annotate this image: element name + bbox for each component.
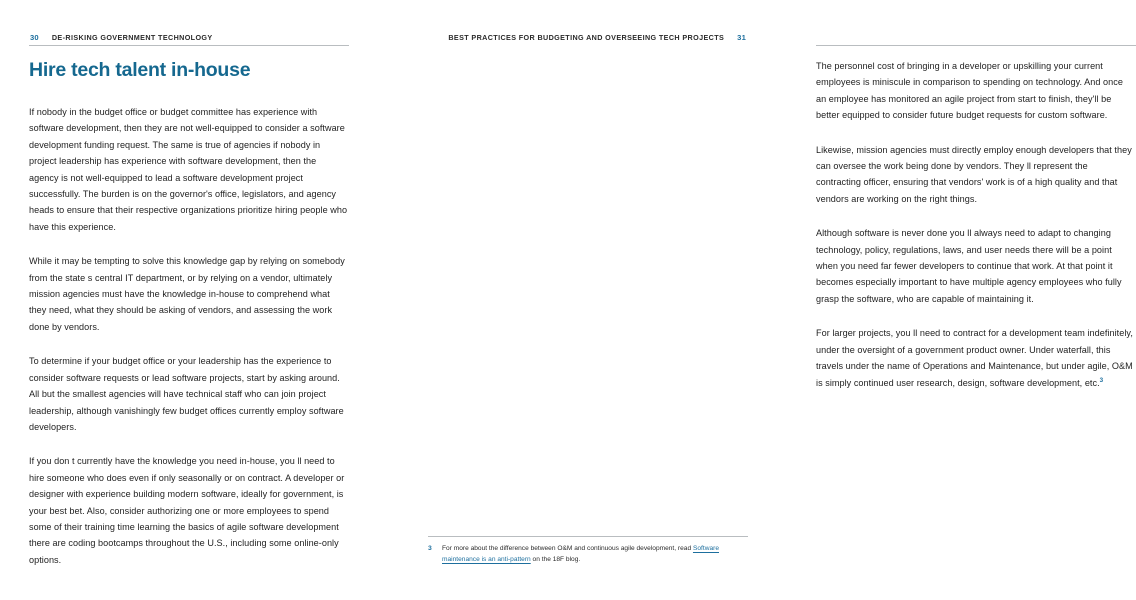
paragraph: Although software is never done you ll always need to adapt to changing technology, policy, regulations, laws, and user needs there will be a point when you need far fewer developers to continue that work. At that point it becomes especially important to have multiple agency employees who fully grasp the software, who are capable of maintaining it. xyxy=(816,228,1122,304)
footnote xyxy=(428,543,748,566)
left-running-head xyxy=(30,30,348,44)
footnote-link[interactable]: Software maintenance is an anti-pattern xyxy=(442,545,719,564)
left-running-head-text: DE-RISKING GOVERNMENT TECHNOLOGY xyxy=(51,32,213,42)
footnote-text xyxy=(442,543,748,566)
paragraph: The personnel cost of bringing in a developer or upskilling your current employees is miniscule in comparison to spending on technology. And once an employee has monitored an agile project from start to finish, they'll be better equipped to consider future budget requests for custom software. xyxy=(816,61,1123,121)
footnote-reference-marker[interactable]: 3 xyxy=(1099,376,1104,384)
left-page-number: 30 xyxy=(30,32,39,42)
footnote-text-before-link: For more about the difference between O&M and continuous agile development, read xyxy=(442,545,693,552)
footnote-separator-rule xyxy=(428,536,748,537)
footnote-number: 3 xyxy=(428,545,432,552)
right-page xyxy=(388,0,1133,600)
right-header-rule xyxy=(816,45,1136,46)
right-running-head-text: BEST PRACTICES FOR BUDGETING AND OVERSEEING TECH PROJECTS xyxy=(448,32,725,42)
paragraph: While it may be tempting to solve this knowledge gap by relying on somebody from the state s central IT department, or by relying on a vendor, ultimately mission agencies must have the knowledge in-house to comprehend what they need, what they should be asking of vendors, and assessing the work done by vendors. xyxy=(29,256,345,332)
paragraph: If nobody in the budget office or budget committee has experience with software development, then they are not well-equipped to consider a software development funding request. The same is true of agencies if nobody in project leadership has experience with software development, then the agency is not well-equipped to lead a software development project successfully. The burden is on the governor's office, legislators, and agency heads to ensure that their respective organizations prioritize hiring people who have this experience. xyxy=(29,107,348,232)
right-running-head xyxy=(428,30,746,44)
left-column xyxy=(29,58,348,568)
paragraph: To determine if your budget office or your leadership has the experience to consider software requests or lead software projects, start by asking around. All but the smallest agencies will have technical staff who can join project leadership, although vanishingly few budget offices currently employ software developers. xyxy=(29,356,344,432)
paragraph-text: For larger projects, you ll need to contract for a development team indefinitely, under the oversight of a government product owner. Under waterfall, this travels under the name of Operations and Maintenance, but under agile, O&M is simply continued user research, design, software development, etc. xyxy=(816,328,1133,388)
left-page xyxy=(0,0,388,600)
right-page-number: 31 xyxy=(737,32,746,42)
page-title: Hire tech talent in-house xyxy=(29,59,251,81)
left-header-rule xyxy=(29,45,349,46)
paragraph: Likewise, mission agencies must directly employ enough developers that they can oversee the work being done by vendors. They ll represent the contracting officer, ensuring that vendors' work is of a high quality and that vendors are working on the right things. xyxy=(816,144,1132,204)
right-column xyxy=(816,58,1135,391)
paragraph-with-footnote-ref xyxy=(816,325,1135,391)
footnote-text-after-link: on the 18F blog. xyxy=(530,556,581,564)
paragraph: If you don t currently have the knowledge you need in-house, you ll need to hire someone who does even if only seasonally or on contract. A developer or designer with experience building modern software, ideally for government, is your best bet. Also, consider authorizing one or more employees to spend some of their training time learning the basics of agile software development there are coding bootcamps throughout the U.S., including some online-only options. xyxy=(29,456,345,565)
